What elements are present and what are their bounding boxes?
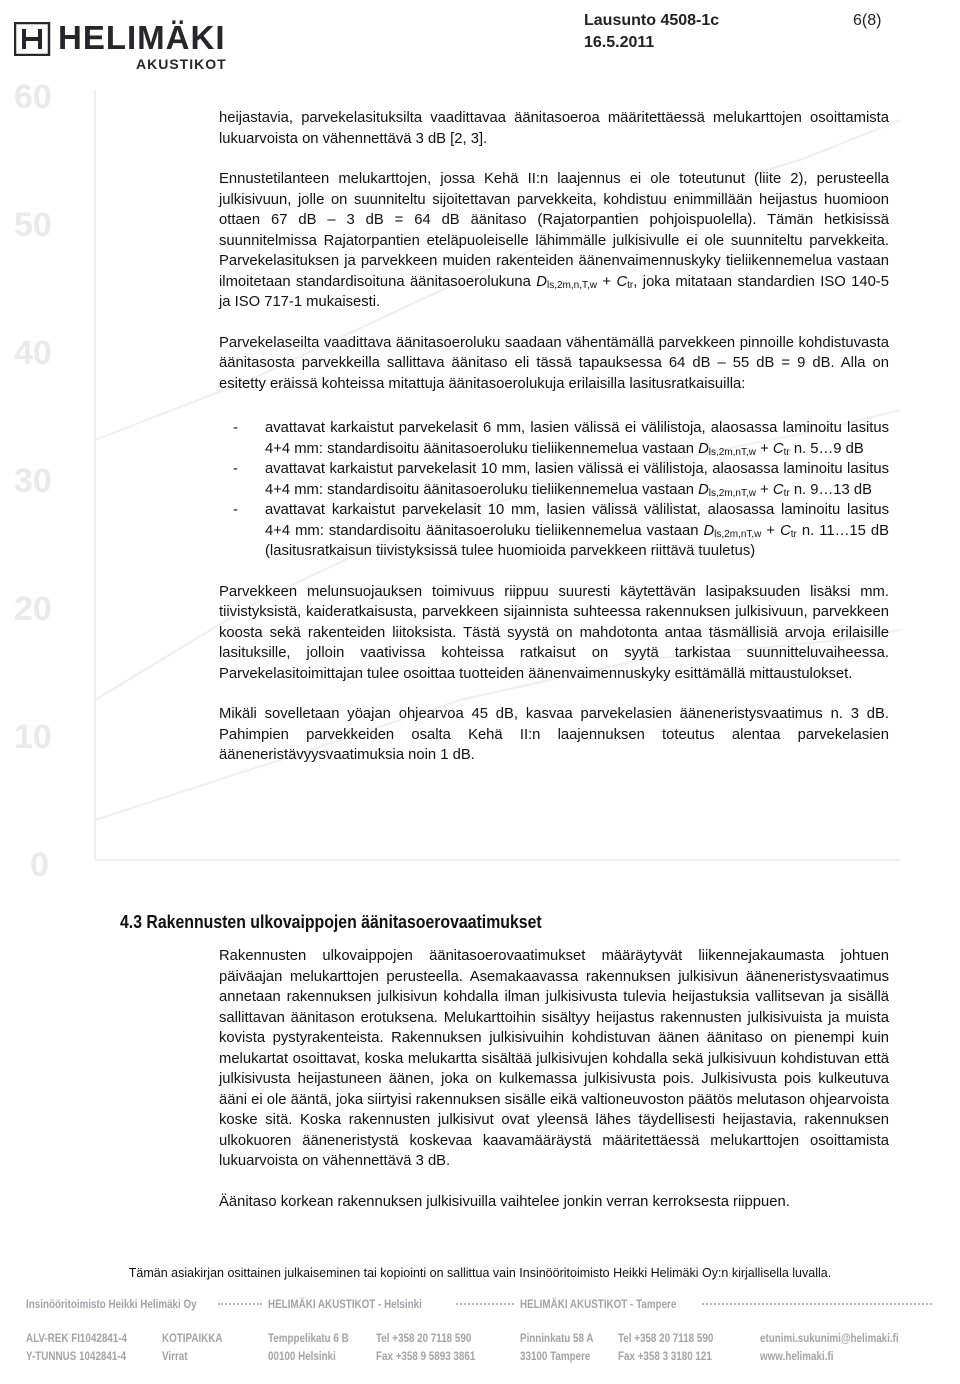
symbol-c: C (772, 481, 784, 498)
list-item-text: avattavat karkaistut parvekelasit 6 mm, lasien välissä ei välilistoja, alaosassa laminoitu lasitus 4+4 mm: standardisoitu äänitasoeroluku tieliikennemelua vastaan (265, 420, 889, 457)
list-bullet: - (233, 420, 238, 436)
list-item (219, 459, 889, 500)
logo-wordmark: HELIMÄKI (58, 19, 226, 56)
footer-helsinki-fax: Fax +358 9 5893 3861 (376, 1349, 476, 1363)
page-number: 6(8) (853, 12, 882, 29)
symbol-d: D (698, 481, 709, 498)
plus-sign: + (760, 481, 769, 498)
symbol-c-subscript: tr (783, 487, 790, 499)
footer-website: www.helimaki.fi (760, 1349, 834, 1363)
paragraph-1: heijastavia, parvekelasituksilta vaadittavaa äänitasoeroa määritettäessä melukarttojen osoittamista lukuarvoista on vähennettävä 3 dB [2, 3]. (219, 110, 889, 147)
symbol-c: C (616, 273, 628, 290)
section-paragraph-1: Rakennusten ulkovaippojen äänitasoerovaatimukset määräytyvät liikennejakaumasta johtuen päiväajan melukarttojen perusteella. Asemakaavassa rakennuksen julkisivun ääneneristysvaatimus annetaan rakennuksen julkisivun kohdalla ilman julkisivusta tulevia heijastuksia vallitsevan ja sisällä sallittavan äänitason erotuksena. Melukarttoihin sisältyy heijastus rakennusten julkisivuista ja muista kovista pystyrakenteista. Rakennuksen julkisivuihin kohdistuvan äänen äänitaso on pienempi kuin melukartat osoittavat, koska melukartta sisältää julkisivujen kohdalla sekä julkisivuun kohdistuvan että julkisivusta heijastuneen äänen, joka on kulkemassa julkisivusta pois. Julkisivusta pois kulkeutuva ääni ei ole ääntä, joka siirtyisi rakennuksen sisälle eikä valtioneuvoston päätös melutason ohjearvoista koske sitä. Koska rakennusten julkisivut ovat yleensä lähes täydellisesti heijastavia, rakennuksen ulkokuoren ääneneristystä koskevaa kaavamääräystä määritettäessä melukarttojen osoittamista lukuarvoista on vähennettävä 3 dB. (219, 948, 889, 1169)
company-logo (14, 18, 227, 72)
footer-tampere-phone: Tel +358 20 7118 590 (618, 1331, 714, 1345)
footer-company: Insinööritoimisto Heikki Helimäki Oy (26, 1297, 197, 1311)
footer-domicile: Virrat (162, 1349, 188, 1363)
footer-dotted-divider (456, 1303, 514, 1305)
list-bullet: - (233, 502, 238, 518)
plus-sign: + (760, 440, 769, 457)
section-heading: 4.3 Rakennusten ulkovaippojen äänitasoerovaatimukset (120, 912, 542, 932)
footer-helsinki-street: Temppelikatu 6 B (268, 1331, 349, 1345)
list-item-text: avattavat karkaistut parvekelasit 10 mm, lasien välissä ei välilistoja, alaosassa laminoitu lasitus 4+4 mm: standardisoitu äänitasoeroluku tieliikennemelua vastaan (265, 461, 889, 498)
symbol-d: D (698, 440, 709, 457)
footer-email: etunimi.sukunimi@helimaki.fi (760, 1331, 899, 1345)
logo-subtext: AKUSTIKOT (136, 56, 227, 72)
list-item-value: n. 11…15 dB (lasitusratkaisun tiivistyksissä tulee huomioida parvekkeen riittävä tuuletus) (265, 522, 889, 559)
watermark-tick-0: 0 (30, 846, 49, 884)
watermark-tick-20: 20 (14, 590, 52, 628)
symbol-d-subscript: ls,2m,nT,w (714, 528, 762, 540)
document-date: 16.5.2011 (584, 34, 655, 51)
glazing-results-list (219, 418, 889, 562)
symbol-d-subscript: ls,2m,n,T,w (546, 279, 597, 291)
symbol-d-subscript: ls,2m,nT,w (708, 446, 756, 458)
watermark-tick-10: 10 (14, 718, 52, 756)
symbol-d-subscript: ls,2m,nT,w (708, 487, 756, 499)
watermark-tick-30: 30 (14, 462, 52, 500)
footer-helsinki-postal: 00100 Helsinki (268, 1349, 336, 1363)
footer-tampere-fax: Fax +358 3 3180 121 (618, 1349, 712, 1363)
footer-business-id: Y-TUNNUS 1042841-4 (26, 1349, 127, 1363)
footer-vat-number: ALV-REK FI1042841-4 (26, 1331, 128, 1345)
footer-dotted-divider (702, 1303, 932, 1305)
list-bullet: - (233, 461, 238, 477)
symbol-c: C (772, 440, 784, 457)
watermark-tick-40: 40 (14, 334, 52, 372)
list-item (219, 500, 889, 562)
list-item-text: avattavat karkaistut parvekelasit 10 mm, lasien välissä välilistat, alaosassa laminoitu lasitus 4+4 mm: standardisoitu äänitasoeroluku tieliikennemelua vastaan (265, 502, 889, 539)
footer-dotted-divider (218, 1303, 262, 1305)
paragraph-2-text: Ennustetilanteen melukarttojen, jossa Kehä II:n laajennus ei ole toteutunut (liite 2), perusteella julkisivuun, jolle on suunniteltu sijoitettavan parvekkeita, kohdistuu enimmillään heijastus huomioon ottaen 67 dB – 3 dB = 64 dB äänitaso (Rajatorpantien pohjoispuolella). Tämän hetkisissä suunnitelmissa Rajatorpantien eteläpuoleiselle lähimmälle julkisivulle ei ole suunniteltu parvekkeita. Parvekelasituksen ja parvekkeen muiden rakenteiden äänenvaimennuskyky tieliikennemelua vastaan ilmoitetaan standardisoituna äänitasoerolukuna (219, 171, 889, 290)
watermark-tick-50: 50 (14, 206, 52, 244)
symbol-c: C (780, 522, 791, 539)
paragraph-3: Parvekelaseilta vaadittava äänitasoeroluku saadaan vähentämällä parvekkeen pinnoille kohdistuvasta äänitasosta parvekkeilla sallittava äänitaso eli tässä tapauksessa 64 dB – 55 dB = 9 dB. Alla on esitetty eräissä kohteissa mitattuja äänitasoerolukuja erilaisilla lasitusratkaisuilla: (219, 334, 889, 392)
list-item-value: n. 9…13 dB (793, 481, 872, 498)
footer-office-helsinki: HELIMÄKI AKUSTIKOT - Helsinki (268, 1297, 422, 1311)
list-item (219, 418, 889, 459)
plus-sign: + (766, 522, 776, 539)
list-item-value: n. 5…9 dB (793, 440, 864, 457)
footer-tampere-postal: 33100 Tampere (520, 1349, 591, 1363)
symbol-c-subscript: tr (790, 528, 797, 540)
footer-office-tampere: HELIMÄKI AKUSTIKOT - Tampere (520, 1297, 677, 1311)
paragraph-2-tail: , joka mitataan standardien ISO 140-5 ja ISO 717-1 mukaisesti. (219, 273, 889, 310)
footer-domicile-label: KOTIPAIKKA (162, 1331, 223, 1345)
copyright-disclaimer: Tämän asiakirjan osittainen julkaiseminen tai kopiointi on sallittua vain Insinööritoimisto Heikki Helimäki Oy:n kirjallisella luvalla. (128, 1266, 832, 1280)
page-footer (0, 1290, 960, 1370)
symbol-d: D (536, 273, 547, 290)
paragraph-4: Parvekkeen melunsuojauksen toimivuus riippuu suuresti käytettävän lasipaksuuden lisäksi mm. tiivistyksistä, kaideratkaisusta, parvekkeen sijainnista suhteessa rakennuksen julkisivuun, parvekkeen koosta sekä rakenteiden liitoksista. Tästä syystä on mahdotonta antaa täsmällisiä arvoja erilaisille lasituksille, jolloin vaativissa kohteissa ratkaisut on syytä tarkistaa suunnitteluvaiheessa. Parvekelasitoimittajan tulee osoittaa tuotteiden äänenvaimennuskyky esittämällä mittaustulokset. (219, 583, 889, 682)
section-paragraph-2: Äänitaso korkean rakennuksen julkisivuilla vaihtelee jonkin verran kerroksesta riippuen. (219, 1193, 790, 1210)
symbol-c-subscript: tr (627, 279, 634, 291)
helimaki-logo-mark-icon (14, 22, 52, 56)
paragraph-2 (219, 169, 889, 313)
document-reference: Lausunto 4508-1c (584, 12, 720, 29)
watermark-tick-60: 60 (14, 78, 52, 116)
paragraph-5: Mikäli sovelletaan yöajan ohjearvoa 45 dB, kasvaa parvekelasien ääneneristysvaatimus n. 3 dB. Pahimpien parvekkeiden osalta Kehä II:n laajennuksen toteutus alentaa parvekelasien ääneneristävyysvaatimuksia noin 1 dB. (219, 706, 889, 763)
symbol-c-subscript: tr (783, 446, 790, 458)
footer-tampere-street: Pinninkatu 58 A (520, 1331, 594, 1345)
symbol-d: D (703, 522, 715, 539)
body-content (219, 108, 889, 766)
section-content (219, 946, 889, 1212)
plus-sign: + (602, 273, 612, 290)
footer-helsinki-phone: Tel +358 20 7118 590 (376, 1331, 472, 1345)
